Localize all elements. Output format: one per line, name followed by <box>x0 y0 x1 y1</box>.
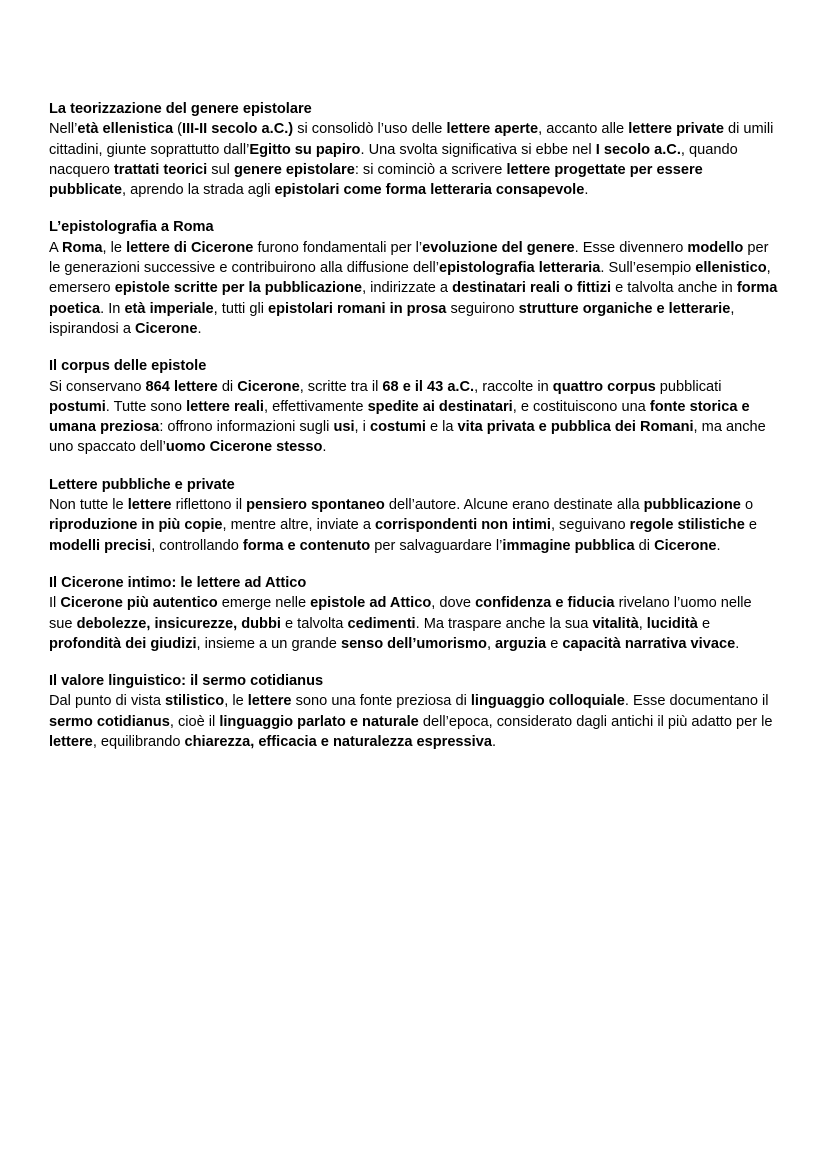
section-body <box>49 119 779 200</box>
text-run: , scritte tra il <box>299 378 383 395</box>
bold-term: arguzia <box>495 635 547 652</box>
text-run: , <box>486 635 496 652</box>
text-run: . Tutte sono <box>105 398 187 415</box>
bold-term: forma poetica <box>49 280 778 317</box>
text-run: . <box>322 439 327 456</box>
bold-term: regole stilistiche <box>629 517 745 534</box>
bold-term: Cicerone <box>237 378 300 395</box>
bold-term: vita privata e pubblica dei Romani <box>457 419 694 436</box>
bold-term: cedimenti <box>347 615 416 632</box>
bold-term: forma e contenuto <box>242 537 371 554</box>
text-run: , le <box>102 239 127 256</box>
section-body <box>49 691 779 752</box>
text-run: . Sull’esempio <box>600 260 696 277</box>
text-run: riflettono il <box>171 497 247 514</box>
bold-term: immagine pubblica <box>502 537 635 554</box>
text-run: . <box>584 182 589 199</box>
bold-term: lettere aperte <box>446 121 539 138</box>
text-run: , indirizzate a <box>362 280 453 297</box>
text-run: : si cominciò a scrivere <box>354 161 507 178</box>
section-body <box>49 377 779 458</box>
text-run: , dove <box>431 595 476 612</box>
text-run: , le <box>224 693 248 710</box>
text-run: , ispirandosi a <box>49 300 735 337</box>
bold-term: epistole scritte per la pubblicazione <box>114 280 363 297</box>
text-run: . <box>491 734 497 751</box>
bold-term: stilistico <box>165 693 225 710</box>
text-run: , mentre altre, inviate a <box>222 517 376 534</box>
text-run: si consolidò l’uso delle <box>293 121 447 138</box>
bold-term: trattati teorici <box>113 161 208 178</box>
bold-term: epistolari romani in prosa <box>268 300 447 317</box>
text-run: dell’autore. Alcune erano destinate alla <box>384 497 644 514</box>
bold-term: linguaggio parlato e naturale <box>219 713 419 730</box>
bold-term: lettere <box>49 734 93 751</box>
bold-term: costumi <box>369 419 426 436</box>
bold-term: senso dell’umorismo <box>340 635 487 652</box>
bold-term: 864 lettere <box>145 378 218 395</box>
bold-term: usi <box>333 419 355 436</box>
bold-term: epistolari come forma letteraria consapevole <box>274 182 585 199</box>
text-run: ( <box>173 121 183 138</box>
document-page <box>49 99 779 769</box>
text-run: e <box>546 635 563 652</box>
section-body <box>49 495 779 556</box>
text-run: e <box>744 517 757 534</box>
bold-term: lettere di Cicerone <box>126 239 254 256</box>
bold-term: genere epistolare <box>233 161 355 178</box>
section-title: L’epistolografia a Roma <box>49 219 214 236</box>
text-run: , cioè il <box>169 713 220 730</box>
text-run: , effettivamente <box>263 398 368 415</box>
bold-term: pubblicazione <box>643 497 741 514</box>
text-run: di <box>217 378 238 395</box>
text-run: e talvolta <box>280 615 348 632</box>
text-run: Dal punto di vista <box>49 693 166 710</box>
bold-term: Cicerone <box>654 537 717 554</box>
text-run: . <box>197 320 202 337</box>
bold-term: fonte storica e umana preziosa <box>49 398 750 436</box>
bold-term: lettere private <box>628 121 724 138</box>
text-run: e la <box>425 419 458 436</box>
bold-term: lettere progettate per essere pubblicate <box>49 161 703 199</box>
text-run: . <box>716 537 721 554</box>
bold-term: epistole ad Attico <box>310 595 432 612</box>
section-title: Il Cicerone intimo: le lettere ad Attico <box>49 574 307 591</box>
text-run: : offrono informazioni sugli <box>159 419 334 436</box>
section-letters-corpus <box>49 356 779 457</box>
section-body <box>49 238 779 339</box>
bold-term: I secolo a.C. <box>595 141 681 158</box>
bold-term: modello <box>687 239 744 256</box>
bold-term: strutture organiche e letterarie <box>518 300 731 317</box>
bold-term: Cicerone più autentico <box>60 595 218 612</box>
text-run: , seguivano <box>550 517 630 534</box>
section-linguistic-value <box>49 671 779 752</box>
section-title: Il valore linguistico: il sermo cotidianus <box>49 673 324 690</box>
text-run: . In <box>100 300 125 317</box>
text-run: e talvolta anche in <box>611 280 737 297</box>
bold-term: quattro corpus <box>552 378 656 395</box>
text-run: Non tutte le <box>49 497 128 514</box>
text-run: , i <box>354 419 370 436</box>
bold-term: corrispondenti non intimi <box>375 517 551 534</box>
bold-term: vitalità <box>592 615 639 632</box>
text-run: , tutti gli <box>213 300 269 317</box>
text-run: per salvaguardare l’ <box>370 537 503 554</box>
text-run: Si conservano <box>49 378 146 395</box>
text-run: , emersero <box>49 260 771 297</box>
bold-term: Roma <box>61 239 103 256</box>
text-run: . Esse documentano il <box>624 693 769 710</box>
text-run: . Esse divennero <box>574 239 688 256</box>
text-run: , insieme a un grande <box>196 635 341 652</box>
bold-term: profondità dei giudizi <box>49 635 197 652</box>
bold-term: uomo Cicerone stesso <box>165 439 323 456</box>
bold-term: Cicerone <box>135 320 198 337</box>
bold-term: capacità narrativa vivace <box>562 635 736 652</box>
bold-term: ellenistico <box>695 260 767 277</box>
section-title: La teorizzazione del genere epistolare <box>49 101 312 117</box>
bold-term: sermo cotidianus <box>49 713 170 730</box>
text-run: di umili cittadini, giunte soprattutto dall’ <box>49 121 774 158</box>
bold-term: età ellenistica <box>77 121 174 138</box>
bold-term: lettere reali <box>186 398 264 415</box>
bold-term: Egitto su papiro <box>249 141 361 158</box>
text-run: furono fondamentali per l’ <box>253 239 423 256</box>
text-run: A <box>49 239 62 256</box>
bold-term: linguaggio colloquiale <box>470 693 625 710</box>
text-run: , quando nacquero <box>49 141 738 178</box>
text-run: . Una svolta significativa si ebbe nel <box>360 141 596 158</box>
text-run: o <box>740 497 754 514</box>
text-run: , controllando <box>151 537 243 554</box>
text-run: di <box>634 537 655 554</box>
bold-term: debolezze, insicurezze, dubbi <box>76 615 281 632</box>
text-run: . Ma traspare anche la sua <box>415 615 593 632</box>
bold-term: chiarezza, efficacia e naturalezza espressiva <box>184 734 492 751</box>
section-intimate-cicero <box>49 573 779 654</box>
bold-term: epistolografia letteraria <box>438 260 601 277</box>
section-body <box>49 593 779 654</box>
section-public-private-letters <box>49 475 779 556</box>
text-run: rivelano l’uomo nelle sue <box>49 595 752 632</box>
text-run: dell’epoca, considerato dagli antichi il più adatto per le <box>418 713 773 730</box>
text-run: , aprendo la strada agli <box>121 182 275 199</box>
bold-term: modelli precisi <box>49 537 152 554</box>
text-run: , ma anche uno spaccato dell’ <box>49 419 766 456</box>
text-run: e <box>697 615 711 632</box>
section-epistolography-rome <box>49 217 779 339</box>
bold-term: lettere <box>127 497 172 514</box>
bold-term: età imperiale <box>124 300 214 317</box>
text-run: per le generazioni successive e contribuirono alla diffusione dell’ <box>49 239 769 277</box>
bold-term: destinatari reali o fittizi <box>452 280 612 297</box>
text-run: Nell’ <box>49 121 78 138</box>
bold-term: riproduzione in più copie <box>49 517 223 534</box>
section-title: Lettere pubbliche e private <box>49 476 235 493</box>
text-run: emerge nelle <box>217 595 311 612</box>
text-run: sono una fonte preziosa di <box>291 693 471 710</box>
text-run: . <box>735 635 740 652</box>
text-run: , raccolte in <box>474 378 553 395</box>
section-title: Il corpus delle epistole <box>49 358 207 375</box>
text-run: , equilibrando <box>92 734 185 751</box>
text-run: pubblicati <box>655 378 722 395</box>
section-greek-epistolary-theory <box>49 99 779 200</box>
text-run: , e costituiscono una <box>512 398 650 415</box>
text-run: , <box>638 615 647 632</box>
bold-term: postumi <box>49 398 106 415</box>
text-run: Il <box>49 595 61 612</box>
bold-term: III-II secolo a.C.) <box>182 121 294 138</box>
bold-term: evoluzione del genere <box>422 239 575 256</box>
bold-term: 68 e il 43 a.C. <box>382 378 475 395</box>
bold-term: pensiero spontaneo <box>246 497 385 514</box>
text-run: , accanto alle <box>538 121 629 138</box>
text-run: sul <box>207 161 234 178</box>
bold-term: spedite ai destinatari <box>367 398 513 415</box>
text-run: seguirono <box>446 300 519 317</box>
bold-term: lettere <box>247 693 292 710</box>
bold-term: lucidità <box>646 615 698 632</box>
bold-term: confidenza e fiducia <box>475 595 615 612</box>
